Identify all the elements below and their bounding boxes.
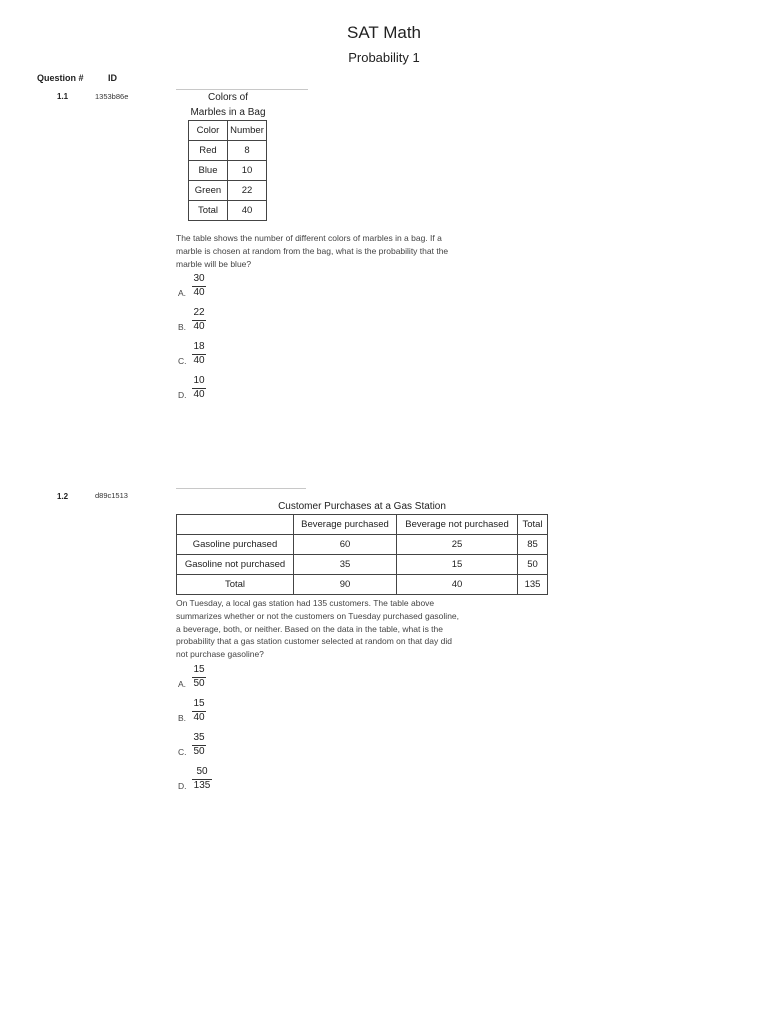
choice-numerator: 18 bbox=[193, 341, 205, 352]
choice-letter: B. bbox=[178, 322, 187, 332]
question-stem bbox=[176, 232, 506, 270]
question-stem bbox=[176, 597, 506, 661]
choice-numerator: 10 bbox=[193, 375, 205, 386]
choice-numerator: 22 bbox=[193, 307, 205, 318]
question-number-header: Question # bbox=[37, 73, 84, 83]
question-stem-line: The table shows the number of different colors of marbles in a bag. If a bbox=[176, 233, 442, 243]
table-cell: 50 bbox=[518, 555, 548, 575]
choice-denominator: 40 bbox=[193, 389, 205, 400]
table-row bbox=[177, 555, 548, 575]
table-cell: Total bbox=[177, 575, 294, 595]
table-row bbox=[189, 161, 267, 181]
table-cell: Gasoline purchased bbox=[177, 535, 294, 555]
table-caption-line: Colors of bbox=[207, 92, 248, 103]
table-header-cell: Beverage not purchased bbox=[397, 515, 518, 535]
table-header-cell: Number bbox=[228, 121, 267, 141]
choice-denominator: 40 bbox=[193, 355, 205, 366]
table-row bbox=[177, 535, 548, 555]
table-cell: 35 bbox=[294, 555, 397, 575]
question-number: 1.1 bbox=[57, 92, 69, 101]
gas-station-table bbox=[176, 514, 548, 595]
question-stem-line: probability that a gas station customer selected at random on that day did bbox=[176, 636, 452, 647]
choice-numerator: 15 bbox=[193, 664, 205, 675]
page-title: SAT Math bbox=[346, 23, 421, 42]
table-cell: 40 bbox=[228, 201, 267, 221]
question-stem-line: marble will be blue? bbox=[176, 258, 252, 269]
answer-choice-a[interactable] bbox=[178, 272, 238, 306]
table-caption-line: Marbles in a Bag bbox=[190, 107, 266, 118]
question-stem-line: On Tuesday, a local gas station had 135 customers. The table above bbox=[176, 598, 435, 608]
choice-denominator: 40 bbox=[193, 287, 205, 298]
table-cell: Green bbox=[189, 181, 228, 201]
choice-letter: A. bbox=[178, 679, 187, 689]
choice-denominator: 40 bbox=[193, 712, 205, 723]
table-cell: Blue bbox=[189, 161, 228, 181]
choice-numerator: 35 bbox=[193, 732, 205, 743]
table-cell: 60 bbox=[294, 535, 397, 555]
table-row bbox=[189, 181, 267, 201]
table-cell: 90 bbox=[294, 575, 397, 595]
question-id: 1353b86e bbox=[95, 92, 129, 101]
question-stem-line: marble is chosen at random from the bag, what is the probability that the bbox=[176, 245, 449, 256]
table-row bbox=[177, 575, 548, 595]
table-cell: 10 bbox=[228, 161, 267, 181]
marbles-table bbox=[188, 120, 267, 221]
choice-denominator: 40 bbox=[193, 321, 205, 332]
table-caption-line: Customer Purchases at a Gas Station bbox=[278, 501, 446, 512]
answer-choice-b[interactable] bbox=[178, 306, 238, 340]
table-caption bbox=[176, 499, 548, 514]
table-header-cell: Beverage purchased bbox=[294, 515, 397, 535]
table-cell: 22 bbox=[228, 181, 267, 201]
table-cell: 40 bbox=[397, 575, 518, 595]
choice-numerator: 15 bbox=[193, 698, 205, 709]
id-header: ID bbox=[108, 73, 117, 83]
divider bbox=[176, 488, 306, 489]
choice-letter: C. bbox=[178, 747, 187, 757]
choice-denominator: 50 bbox=[193, 678, 205, 689]
choice-letter: B. bbox=[178, 713, 187, 723]
table-cell: 8 bbox=[228, 141, 267, 161]
table-header-cell bbox=[177, 515, 294, 535]
table-cell: Total bbox=[189, 201, 228, 221]
table-cell: 85 bbox=[518, 535, 548, 555]
table-cell: 15 bbox=[397, 555, 518, 575]
choice-numerator: 50 bbox=[196, 766, 208, 777]
table-row bbox=[189, 201, 267, 221]
answer-choice-d[interactable] bbox=[178, 765, 238, 799]
table-cell: 135 bbox=[518, 575, 548, 595]
answer-choice-a[interactable] bbox=[178, 663, 238, 697]
choice-denominator: 50 bbox=[193, 746, 205, 757]
answer-choice-d[interactable] bbox=[178, 374, 238, 408]
question-id: d89c1513 bbox=[95, 491, 128, 500]
table-row bbox=[189, 141, 267, 161]
question-stem-line: not purchase gasoline? bbox=[176, 649, 264, 660]
choice-letter: D. bbox=[178, 781, 187, 791]
question-stem-line: a beverage, both, or neither. Based on the data in the table, what is the bbox=[176, 623, 443, 634]
choice-letter: D. bbox=[178, 390, 187, 400]
choice-letter: A. bbox=[178, 288, 187, 298]
answer-choice-c[interactable] bbox=[178, 731, 238, 765]
table-caption bbox=[168, 90, 288, 120]
table-cell: Gasoline not purchased bbox=[177, 555, 294, 575]
page-subtitle: Probability 1 bbox=[348, 50, 420, 65]
choice-letter: C. bbox=[178, 356, 187, 366]
question-stem-line: summarizes whether or not the customers on Tuesday purchased gasoline, bbox=[176, 610, 460, 621]
answer-choice-c[interactable] bbox=[178, 340, 238, 374]
table-cell: 25 bbox=[397, 535, 518, 555]
answer-choice-b[interactable] bbox=[178, 697, 238, 731]
table-header-cell: Color bbox=[189, 121, 228, 141]
question-number: 1.2 bbox=[57, 492, 69, 501]
table-cell: Red bbox=[189, 141, 228, 161]
choice-denominator: 135 bbox=[193, 780, 211, 791]
choice-numerator: 30 bbox=[193, 273, 205, 284]
table-header-cell: Total bbox=[518, 515, 548, 535]
